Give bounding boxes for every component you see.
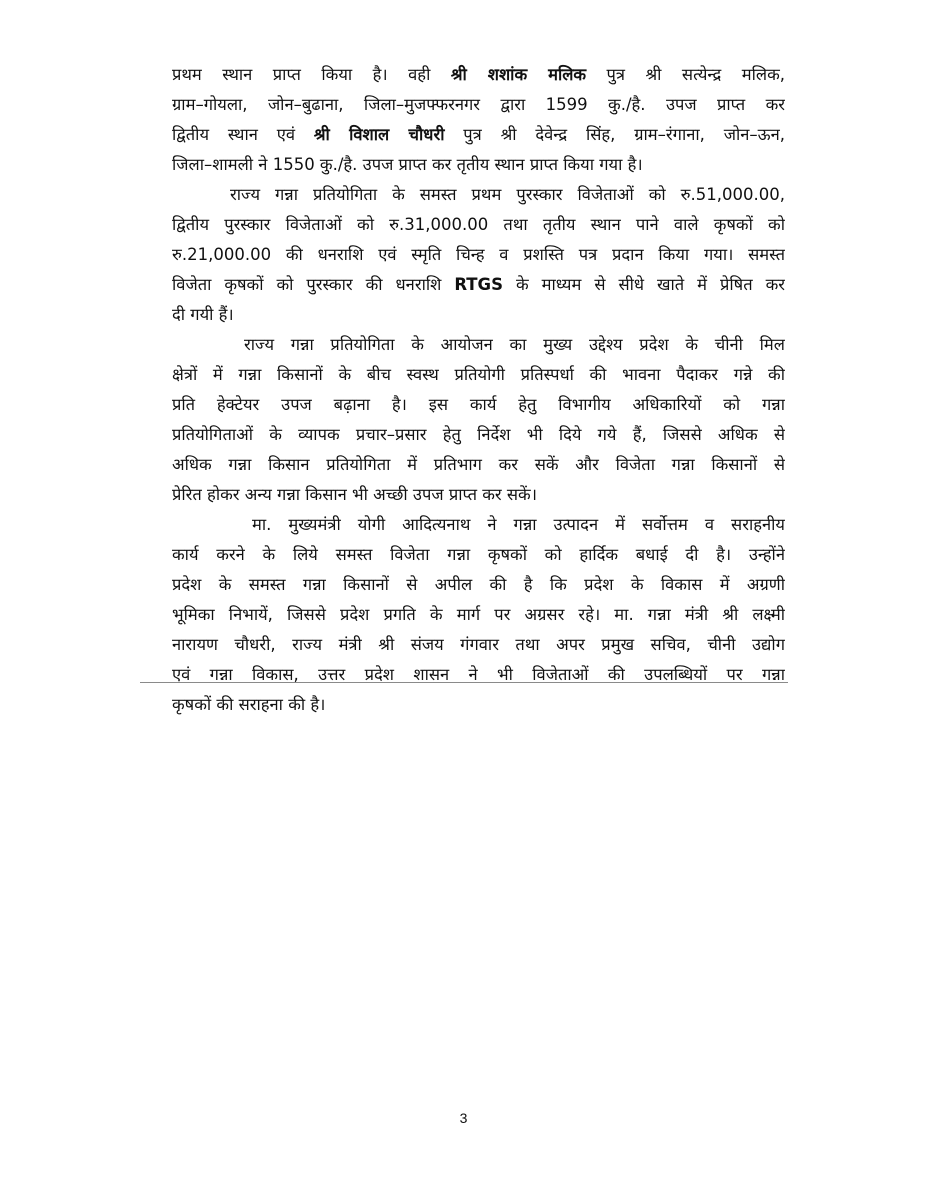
text-line: दी गयी हैं।	[172, 305, 234, 324]
text-line: द्वितीय स्थान एवं श्री विशाल चौधरी पुत्र श्री देवेन्द्र सिंह, ग्राम–रंगाना, जोन–ऊन,	[172, 125, 785, 144]
text-line: जिला–शामली ने 1550 कु./है. उपज प्राप्त कर तृतीय स्थान प्राप्त किया गया है।	[172, 155, 643, 174]
paragraph-objective	[172, 330, 785, 510]
winner-name: श्री विशाल चौधरी	[313, 125, 445, 144]
text-line: विजेता कृषकों को पुरस्कार की धनराशि RTGS के माध्यम से सीधे खाते में प्रेषित कर	[172, 275, 785, 294]
text-line: भूमिका निभायें, जिससे प्रदेश प्रगति के मार्ग पर अग्रसर रहे। मा. गन्ना मंत्री श्री लक्ष्मी	[172, 605, 785, 624]
text-line: रु.21,000.00 की धनराशि एवं स्मृति चिन्ह व प्रशस्ति पत्र प्रदान किया गया। समस्त	[172, 245, 785, 264]
text-line: प्रति हेक्टेयर उपज बढ़ाना है। इस कार्य हेतु विभागीय अधिकारियों को गन्ना	[172, 395, 785, 414]
text-line: राज्य गन्ना प्रतियोगिता के आयोजन का मुख्य उद्देश्य प्रदेश के चीनी मिल	[244, 335, 785, 354]
text-line: प्रेरित होकर अन्य गन्ना किसान भी अच्छी उपज प्राप्त कर सकें।	[172, 485, 537, 504]
paragraph-prize-money	[172, 180, 785, 330]
text-line: कृषकों की सराहना की है।	[172, 695, 326, 714]
rtgs-term: RTGS	[454, 275, 503, 294]
text-line: द्वितीय पुरस्कार विजेताओं को रु.31,000.00 तथा तृतीय स्थान पाने वाले कृषकों को	[172, 215, 785, 234]
text-line: राज्य गन्ना प्रतियोगिता के समस्त प्रथम पुरस्कार विजेताओं को रु.51,000.00,	[230, 185, 785, 204]
text-line: कार्य करने के लिये समस्त विजेता गन्ना कृषकों को हार्दिक बधाई दी है। उन्होंने	[172, 545, 785, 564]
text-line: प्रतियोगिताओं के व्यापक प्रचार–प्रसार हेतु निर्देश भी दिये गये हैं, जिससे अधिक से	[172, 425, 785, 444]
text-line: प्रथम स्थान प्राप्त किया है। वही श्री शशांक मलिक पुत्र श्री सत्येन्द्र मलिक,	[172, 65, 785, 84]
text-line: एवं गन्ना विकास, उत्तर प्रदेश शासन ने भी विजेताओं की उपलब्धियों पर गन्ना	[172, 665, 785, 684]
document-body	[172, 60, 785, 720]
paragraph-winners	[172, 60, 785, 180]
text-line: क्षेत्रों में गन्ना किसानों के बीच स्वस्थ प्रतियोगी प्रतिस्पर्धा की भावना पैदाकर गन्ने की	[172, 365, 785, 384]
text-line: नारायण चौधरी, राज्य मंत्री श्री संजय गंगवार तथा अपर प्रमुख सचिव, चीनी उद्योग	[172, 635, 785, 654]
paragraph-congratulations	[172, 510, 785, 720]
page-number: 3	[459, 1110, 468, 1126]
winner-name: श्री शशांक मलिक	[450, 65, 587, 84]
text-line: प्रदेश के समस्त गन्ना किसानों से अपील की है कि प्रदेश के विकास में अग्रणी	[172, 575, 785, 594]
text-line: अधिक गन्ना किसान प्रतियोगिता में प्रतिभाग कर सकें और विजेता गन्ना किसानों से	[172, 455, 785, 474]
text-line: मा. मुख्यमंत्री योगी आदित्यनाथ ने गन्ना उत्पादन में सर्वोत्तम व सराहनीय	[252, 515, 785, 534]
horizontal-divider	[140, 682, 788, 683]
text-line: ग्राम–गोयला, जोन–बुढाना, जिला–मुजफ्फरनगर द्वारा 1599 कु./है. उपज प्राप्त कर	[172, 95, 785, 114]
